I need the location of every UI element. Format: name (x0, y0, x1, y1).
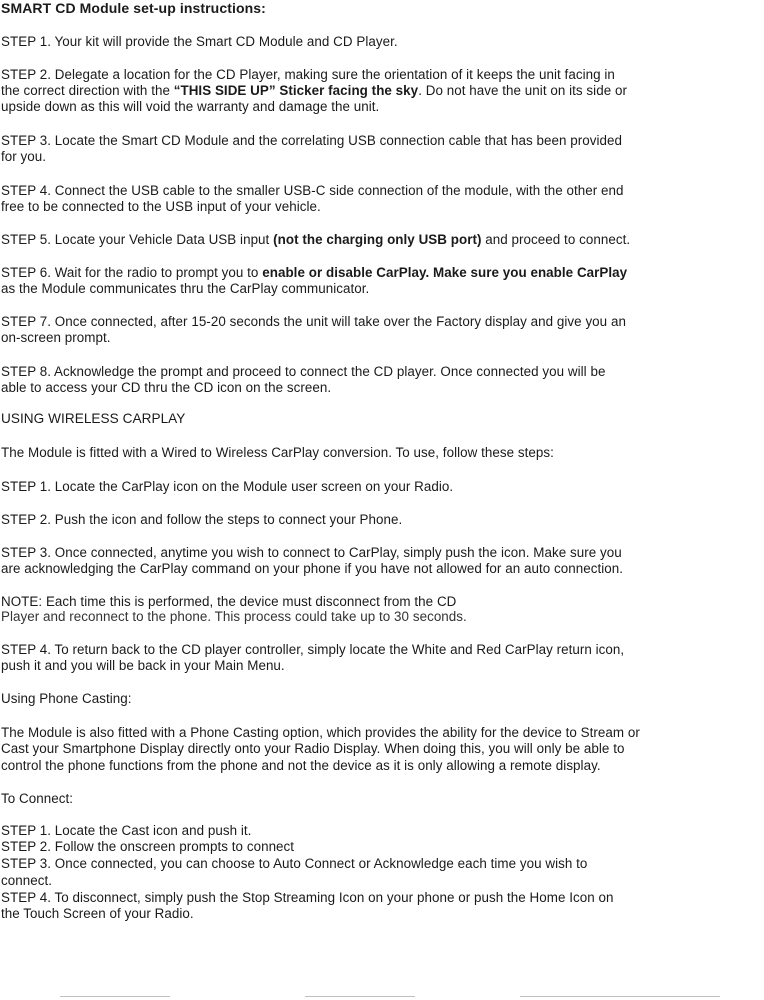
wireless-note-line-1: NOTE: Each time this is performed, the device must disconnect from the CD (1, 594, 457, 609)
casting-intro-line-1: The Module is also fitted with a Phone Casting option, which provides the ability for the device to Stream or (1, 725, 640, 740)
wireless-step-3-line-2: are acknowledging the CarPlay command on your phone if you have not allowed for an auto connection. (1, 561, 624, 576)
scan-artifact-middle (305, 996, 415, 997)
not-charging-port-emphasis: (not the charging only USB port) (273, 232, 482, 247)
setup-step-3-line-1: STEP 3. Locate the Smart CD Module and the correlating USB connection cable that has been provided (1, 133, 622, 148)
wireless-step-4-line-1: STEP 4. To return back to the CD player controller, simply locate the White and Red CarPlay return icon, (1, 642, 625, 657)
wireless-step-4-line-2: push it and you will be back in your Main Menu. (1, 658, 285, 673)
to-connect-label: To Connect: (1, 791, 74, 806)
setup-step-6-line-2: as the Module communicates thru the CarPlay communicator. (1, 281, 370, 296)
setup-step-5-text-c: and proceed to connect. (481, 232, 631, 247)
setup-step-1: STEP 1. Your kit will provide the Smart CD Module and CD Player. (1, 34, 398, 49)
setup-step-8-line-1: STEP 8. Acknowledge the prompt and proceed to connect the CD player. Once connected you will be (1, 364, 606, 379)
setup-step-4-line-2: free to be connected to the USB input of your vehicle. (1, 199, 321, 214)
enable-carplay-emphasis: enable or disable CarPlay. Make sure you enable CarPlay (262, 265, 628, 280)
setup-step-5 (1, 232, 630, 249)
casting-step-3-line-1: STEP 3. Once connected, you can choose to Auto Connect or Acknowledge each time you wish to (1, 856, 588, 871)
this-side-up-emphasis: “THIS SIDE UP” Sticker facing the sky (173, 83, 419, 98)
scan-artifact-left (60, 996, 170, 997)
setup-step-2-text-a: the correct direction with the (1, 83, 174, 98)
casting-step-4-line-2: the Touch Screen of your Radio. (1, 906, 194, 921)
setup-step-3-line-2: for you. (1, 149, 47, 164)
casting-step-2: STEP 2. Follow the onscreen prompts to connect (1, 839, 295, 854)
document-title: SMART CD Module set-up instructions: (1, 0, 266, 16)
setup-step-5-text-a: STEP 5. Locate your Vehicle Data USB input (1, 232, 274, 247)
phone-casting-heading: Using Phone Casting: (1, 691, 132, 706)
casting-intro-line-3: control the phone functions from the phone and not the device as it is only allowing a remote display. (1, 758, 601, 773)
setup-step-4-line-1: STEP 4. Connect the USB cable to the smaller USB-C side connection of the module, with the other end (1, 183, 624, 198)
casting-intro-line-2: Cast your Smartphone Display directly onto your Radio Display. When doing this, you will only be able to (1, 741, 625, 756)
scan-artifact-right (520, 996, 720, 997)
wireless-step-1: STEP 1. Locate the CarPlay icon on the Module user screen on your Radio. (1, 479, 454, 494)
wireless-step-3-line-1: STEP 3. Once connected, anytime you wish to connect to CarPlay, simply push the icon. Make sure you (1, 545, 622, 560)
setup-step-2-line-1: STEP 2. Delegate a location for the CD Player, making sure the orientation of it keeps the unit facing in (1, 67, 615, 82)
wireless-intro: The Module is fitted with a Wired to Wireless CarPlay conversion. To use, follow these steps: (1, 445, 554, 460)
setup-step-7-line-1: STEP 7. Once connected, after 15-20 seconds the unit will take over the Factory display and give you an (1, 314, 626, 329)
setup-step-2-line-2 (1, 83, 627, 100)
wireless-step-2: STEP 2. Push the icon and follow the steps to connect your Phone. (1, 512, 403, 527)
casting-step-1: STEP 1. Locate the Cast icon and push it. (1, 823, 252, 838)
setup-step-8-line-2: able to access your CD thru the CD icon on the screen. (1, 380, 332, 395)
setup-step-6-line-1 (1, 265, 627, 282)
casting-step-4-line-1: STEP 4. To disconnect, simply push the Stop Streaming Icon on your phone or push the Home Icon on (1, 890, 614, 905)
setup-step-6-text-a: STEP 6. Wait for the radio to prompt you to (1, 265, 263, 280)
wireless-carplay-heading: USING WIRELESS CARPLAY (1, 411, 186, 426)
casting-step-3-line-2: connect. (1, 873, 53, 888)
setup-step-7-line-2: on-screen prompt. (1, 330, 111, 345)
setup-step-2-text-c: . Do not have the unit on its side or (418, 83, 627, 98)
setup-step-2-line-3: upside down as this will void the warranty and damage the unit. (1, 99, 380, 114)
wireless-note-line-2: Player and reconnect to the phone. This process could take up to 30 seconds. (1, 609, 467, 624)
